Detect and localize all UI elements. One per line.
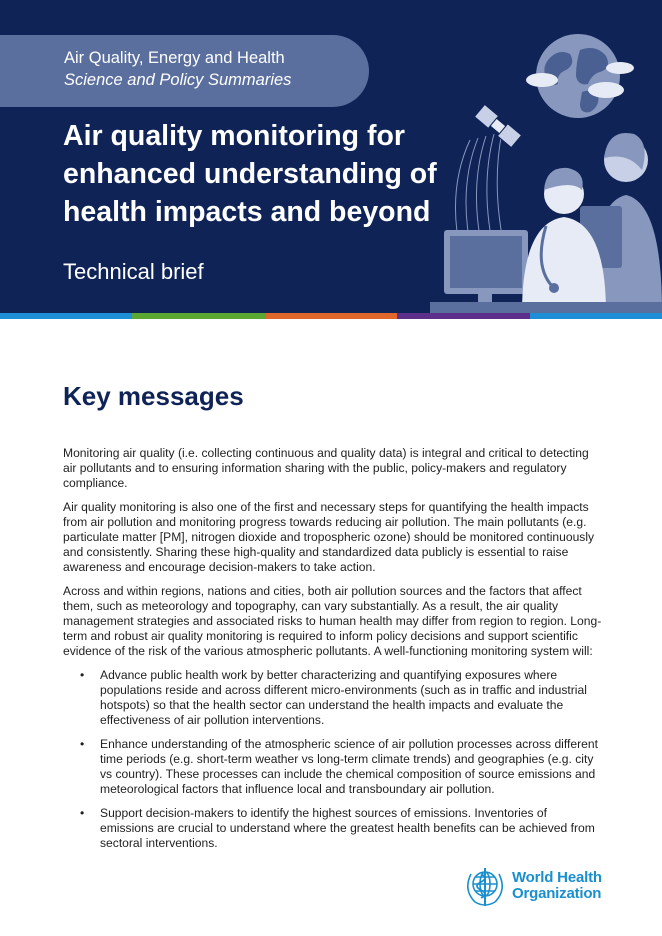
globe-icon: [526, 34, 634, 118]
series-title: Air Quality, Energy and Health: [64, 49, 285, 67]
satellite-icon: [474, 104, 521, 147]
who-logo: [461, 862, 602, 910]
document-type: Technical brief: [63, 259, 204, 284]
color-band-segment: [397, 313, 529, 319]
desk-surface: [430, 302, 662, 313]
color-band: [0, 313, 662, 319]
who-name-line2: Organization: [512, 885, 602, 902]
paragraph: Across and within regions, nations and cities, both air pollution sources and the factors that affect them, such as meteorology and topography, can vary substantially. As a result, the air quality management strategies and associated risks to human health may differ from region to region. Long-term and robust air quality monitoring is required to inform policy decisions and support scientific evidence of the risk of the various atmospheric pollutants. A well-functioning monitoring system will:: [63, 584, 602, 658]
key-messages-body: [63, 446, 603, 860]
who-emblem-icon: [461, 862, 509, 910]
series-label: [0, 35, 369, 107]
bullet-marker: •: [80, 668, 85, 682]
bullet-item: [63, 737, 603, 797]
bullet-marker: •: [80, 806, 85, 820]
cover-banner: [0, 0, 662, 313]
bullet-marker: •: [80, 737, 85, 751]
bullet-text: Advance public health work by better characterizing and quantifying exposures where populations reside and across different micro-environments (such as in traffic and industrial hotspots) so that the health sector can understand the health impacts and evaluate the effectiveness of air pollution interventions.: [100, 668, 587, 727]
key-messages-heading: Key messages: [63, 381, 244, 411]
document-title: Air quality monitoring for enhanced understanding of health impacts and beyond: [63, 120, 437, 228]
color-band-segment: [530, 313, 662, 319]
bullet-item: [63, 806, 603, 851]
cover-illustration: [430, 30, 662, 313]
color-band-segment: [132, 313, 264, 319]
series-subtitle: Science and Policy Summaries: [64, 71, 292, 89]
bullet-text: Support decision-makers to identify the highest sources of emissions. Inventories of emissions are crucial to understand where the greatest health benefits can be achieved from sectoral interventions.: [100, 806, 595, 850]
color-band-segment: [265, 313, 397, 319]
paragraph: Air quality monitoring is also one of the first and necessary steps for quantifying the health impacts from air pollution and monitoring progress towards reducing air pollution. The main pollutants (e.g. particulate matter [PM], nitrogen dioxide and tropospheric ozone) should be monitored continuously and consistently. Sharing these high-quality and standardized data publicly is essential to raise awareness and encourage decision-makers to take action.: [63, 500, 595, 574]
bullet-list: [63, 668, 603, 851]
doctor-figure-icon: [522, 168, 606, 313]
paragraph: Monitoring air quality (i.e. collecting continuous and quality data) is integral and critical to detecting air pollutants and to ensuring information sharing with the public, policy-makers and regulatory compliance.: [63, 446, 589, 490]
monitor-icon: [444, 230, 528, 304]
bullet-item: [63, 668, 603, 728]
bullet-text: Enhance understanding of the atmospheric science of air pollution processes across different time periods (e.g. short-term weather vs long-term climate trends) and geographies (e.g. city vs country). These processes can include the chemical composition of source emissions and meteorological factors that influence local and transboundary air pollution.: [100, 737, 598, 796]
color-band-segment: [0, 313, 132, 319]
who-name-line1: World Health: [512, 869, 602, 886]
who-wordmark: [512, 870, 602, 902]
